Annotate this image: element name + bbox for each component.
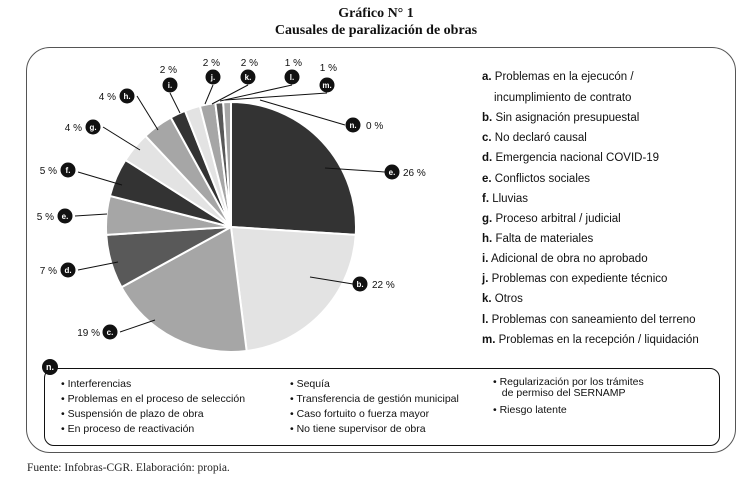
slice-badge-letter: b. [356,280,364,289]
slice-value-label: 1 % [284,58,302,69]
n-detail-item: • Problemas en el proceso de selección [61,392,245,407]
slice-value-label: 2 % [159,65,177,76]
slice-badge-letter: h. [123,92,131,101]
n-badge: n. [42,359,58,375]
legend-item-l: l. Problemas con saneamiento del terreno [482,314,696,326]
slice-badge-letter: j. [210,73,216,82]
n-detail-item: • Riesgo latente [493,403,644,418]
n-detail-box [44,368,720,446]
slice-value-label: 4 % [98,92,116,103]
leader-line-h [137,96,158,130]
slice-value-label: 19 % [77,328,100,339]
slice-value-label: 2 % [240,58,258,69]
slice-value-label: 4 % [64,123,82,134]
legend-item-m: m. Problemas en la recepción / liquidación [482,334,699,346]
n-detail-item: • Suspensión de plazo de obra [61,407,245,422]
slice-badge-letter: m. [322,81,332,90]
slice-badge-letter: k. [244,73,252,82]
legend-item-g: g. Proceso arbitral / judicial [482,213,621,225]
legend-item-a: a. Problemas en la ejecucón / [482,71,634,83]
slice-value-label: 22 % [372,280,395,291]
slice-badge-letter: g. [89,123,97,132]
slice-value-label: 0 % [366,121,384,132]
chart-title-number: Gráfico N° 1 [338,6,414,21]
legend-item-f: f. Lluvias [482,193,529,205]
slice-value-label: 1 % [319,63,337,74]
pie-slice-b [231,227,356,351]
slice-value-label: 26 % [403,168,426,179]
source-note: Fuente: Infobras-CGR. Elaboración: propia. [27,462,230,474]
slice-badge-letter: l. [289,73,295,82]
slice-value-label: 7 % [39,266,57,277]
leader-line-l [220,85,292,101]
legend-item-c: c. No declaró causal [482,132,587,144]
n-detail-item: • Sequía [290,377,459,392]
leader-line-i [170,93,180,113]
n-detail-item: • Regularización por los trámites de permiso del SERNAMP [493,377,644,403]
n-detail-column-3 [493,377,644,418]
legend-item-h: h. Falta de materiales [482,233,594,245]
slice-badge-letter: f. [65,166,71,175]
leader-line-c [120,320,155,332]
legend-item-a-cont: incumplimiento de contrato [494,92,632,104]
n-detail-column-2 [290,377,459,437]
chart-title: Causales de paralización de obras [274,23,478,38]
slice-value-label: 5 % [39,166,57,177]
slice-badge-letter: n. [349,121,357,130]
slice-value-label: 2 % [202,58,220,69]
slice-badge-letter: e. [61,212,69,221]
leader-line-j [205,85,213,104]
legend-item-b: b. Sin asignación presupuestal [482,112,640,124]
legend-item-d: d. Emergencia nacional COVID-19 [482,152,660,164]
legend-item-i: i. Adicional de obra no aprobado [482,253,648,265]
slice-value-label: 5 % [36,212,54,223]
slice-badge-letter: e. [388,168,396,177]
slice-badge-letter: c. [106,328,114,337]
n-detail-column-1 [61,377,245,437]
n-detail-item: • En proceso de reactivación [61,422,245,437]
n-detail-item: • No tiene supervisor de obra [290,422,459,437]
slice-badge-letter: d. [64,266,72,275]
legend-item-k: k. Otros [482,293,523,305]
legend-item-e: e. Conflictos sociales [482,173,591,185]
slice-badge-letter: i. [167,81,173,90]
n-detail-item: • Caso fortuito o fuerza mayor [290,407,459,422]
leader-line-e [75,214,107,216]
legend-item-j: j. Problemas con expediente técnico [482,273,668,285]
n-detail-item: • Transferencia de gestión municipal [290,392,459,407]
n-detail-item: • Interferencias [61,377,245,392]
leader-line-g [103,127,140,150]
